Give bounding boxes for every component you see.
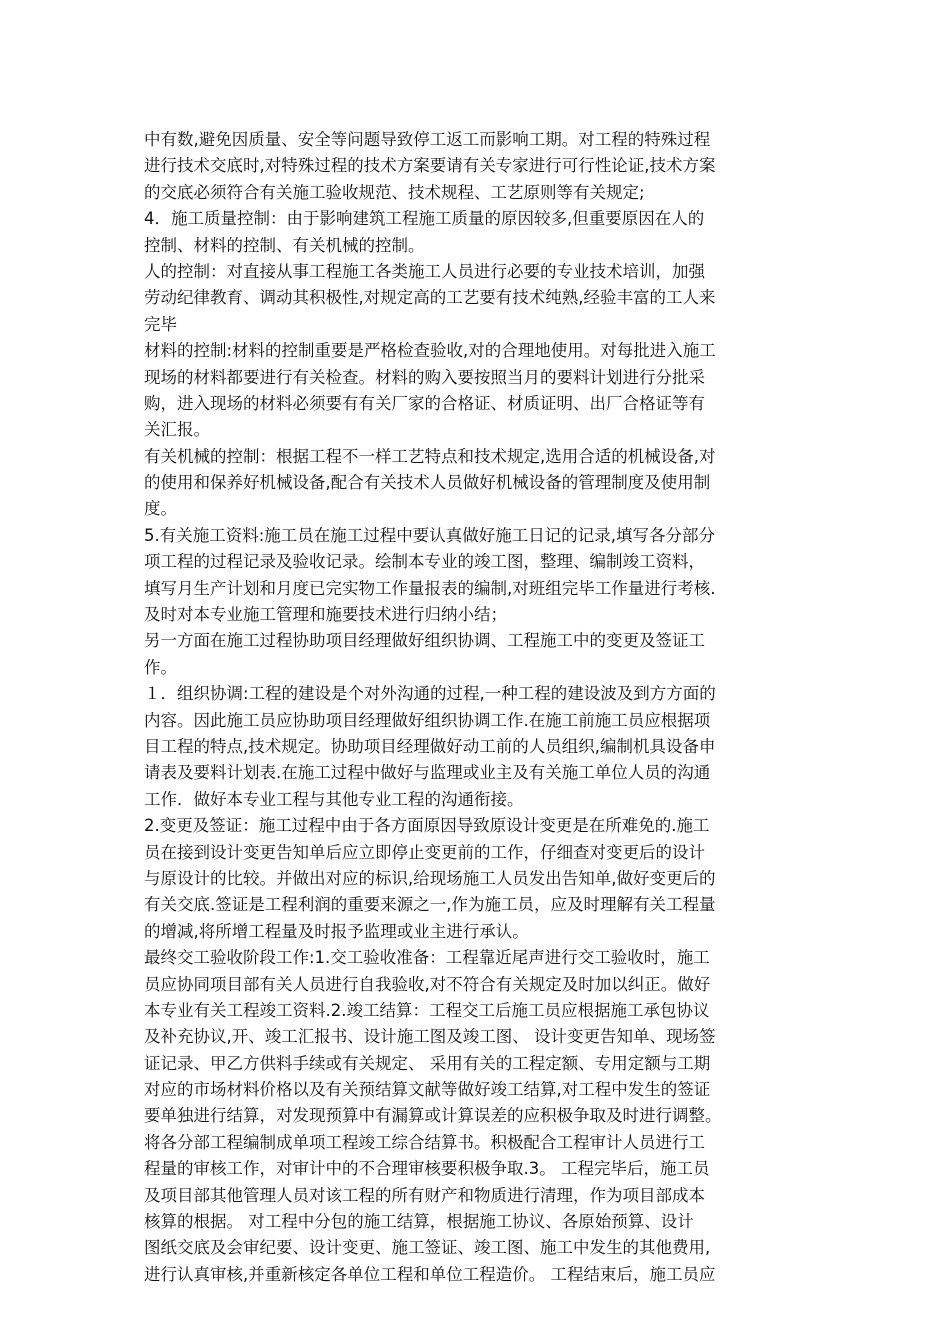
text-line: 内容。因此施工员应协助项目经理做好组织协调工作.在施工前施工员应根据项: [144, 710, 711, 730]
text-line: 将各分部工程编制成单项工程竣工综合结算书。积极配合工程审计人员进行工: [144, 1132, 705, 1152]
text-line: 购，进入现场的材料必须要有有关厂家的合格证、材质证明、出厂合格证等有: [144, 393, 705, 413]
text-line: 4．施工质量控制：由于影响建筑工程施工质量的原因较多,但重要原因在人的: [144, 209, 705, 229]
text-line: 有关交底.签证是工程利润的重要来源之一,作为施工员，应及时理解有关工程量: [144, 895, 716, 915]
text-line: 对应的市场材料价格以及有关预结算文献等做好竣工结算,对工程中发生的签证: [144, 1080, 711, 1100]
text-line: 中有数,避免因质量、安全等问题导致停工返工而影响工期。对工程的特殊过程: [144, 130, 711, 149]
text-line: 现场的材料都要进行有关检查。材料的购入要按照当月的要料计划进行分批采: [144, 367, 705, 387]
text-line: 图纸交底及会审纪要、设计变更、施工签证、竣工图、施工中发生的其他费用,: [144, 1238, 711, 1258]
text-line: 5.有关施工资料:施工员在施工过程中要认真做好施工日记的记录,填写各分部分: [144, 525, 716, 545]
text-line: 另一方面在施工过程协助项目经理做好组织协调、工程施工中的变更及签证工: [144, 631, 705, 651]
text-line: 材料的控制:材料的控制重要是严格检查验收,对的合理地使用。对每批进入施工: [144, 341, 716, 361]
text-line: 本专业有关工程竣工资料.2.竣工结算：工程交工后施工员应根据施工承包协议: [144, 1000, 710, 1020]
text-line: 有关机械的控制：根据工程不一样工艺特点和技术规定,选用合适的机械设备,对: [144, 446, 716, 466]
text-line: １．组织协调:工程的建设是个对外沟通的过程,一种工程的建设波及到方方面的: [144, 684, 716, 704]
text-line: 2.变更及签证：施工过程中由于各方面原因导致原设计变更是在所难免的.施工: [144, 816, 710, 836]
text-line: 的使用和保养好机械设备,配合有关技术人员做好机械设备的管理制度及使用制: [144, 473, 711, 493]
text-line: 及补充协议,开、竣工汇报书、设计施工图及竣工图、 设计变更告知单、现场签: [144, 1027, 716, 1047]
text-line: 员在接到设计变更告知单后应立即停止变更前的工作，仔细查对变更后的设计: [144, 842, 705, 862]
text-line: 请表及要料计划表.在施工过程中做好与监理或业主及有关施工单位人员的沟通: [144, 763, 711, 783]
text-line: 控制、材料的控制、有关机械的控制。: [144, 235, 425, 255]
text-line: 员应协同项目部有关人员进行自我验收,对不符合有关规定及时加以纠正。做好: [144, 974, 711, 994]
document-body: [144, 127, 810, 1288]
text-line: 进行认真审核,并重新核定各单位工程和单位工程造价。 工程结束后，施工员应: [144, 1264, 716, 1284]
text-line: 目工程的特点,技术规定。协助项目经理做好动工前的人员组织,编制机具设备申: [144, 736, 716, 756]
text-line: 最终交工验收阶段工作:1.交工验收准备：工程靠近尾声进行交工验收时，施工: [144, 948, 710, 968]
text-line: 证记录、甲乙方供料手续或有关规定、 采用有关的工程定额、专用定额与工期: [144, 1053, 711, 1073]
text-line: 及时对本专业施工管理和施要技术进行归纳小结；: [144, 605, 507, 625]
text-line: 的交底必须符合有关施工验收规范、技术规程、工艺原则等有关规定;: [144, 182, 645, 202]
text-line: 关汇报。: [144, 420, 210, 440]
text-line: 劳动纪律教育、调动其积极性,对规定高的工艺要有技术纯熟,经验丰富的工人来: [144, 288, 716, 308]
text-line: 的增减,将所增工程量及时报予监理或业主进行承认。: [144, 921, 529, 941]
text-line: 工作．做好本专业工程与其他专业工程的沟通衔接。: [144, 789, 524, 809]
text-line: 核算的根据。 对工程中分包的施工结算，根据施工协议、各原始预算、设计: [144, 1212, 694, 1232]
text-line: 完毕: [144, 314, 177, 334]
text-line: 与原设计的比较。并做出对应的标识,给现场施工人员发出告知单,做好变更后的: [144, 868, 716, 888]
text-line: 填写月生产计划和月度已完实物工作量报表的编制,对班组完毕工作量进行考核.: [144, 578, 716, 598]
text-line: 项工程的过程记录及验收记录。绘制本专业的竣工图，整理、编制竣工资料，: [144, 552, 705, 572]
text-line: 程量的审核工作，对审计中的不合理审核要积极争取.3。 工程完毕后，施工员: [144, 1159, 710, 1179]
text-line: 及项目部其他管理人员对该工程的所有财产和物质进行清理，作为项目部成本: [144, 1185, 705, 1205]
text-line: 人的控制：对直接从事工程施工各类施工人员进行必要的专业技术培训，加强: [144, 261, 705, 281]
text-line: 度。: [144, 499, 177, 519]
text-line: 要单独进行结算，对发现预算中有漏算或计算误差的应积极争取及时进行调整。: [144, 1106, 722, 1126]
text-line: 进行技术交底时,对特殊过程的技术方案要请有关专家进行可行性论证,技术方案: [144, 156, 716, 176]
text-line: 作。: [144, 657, 177, 677]
